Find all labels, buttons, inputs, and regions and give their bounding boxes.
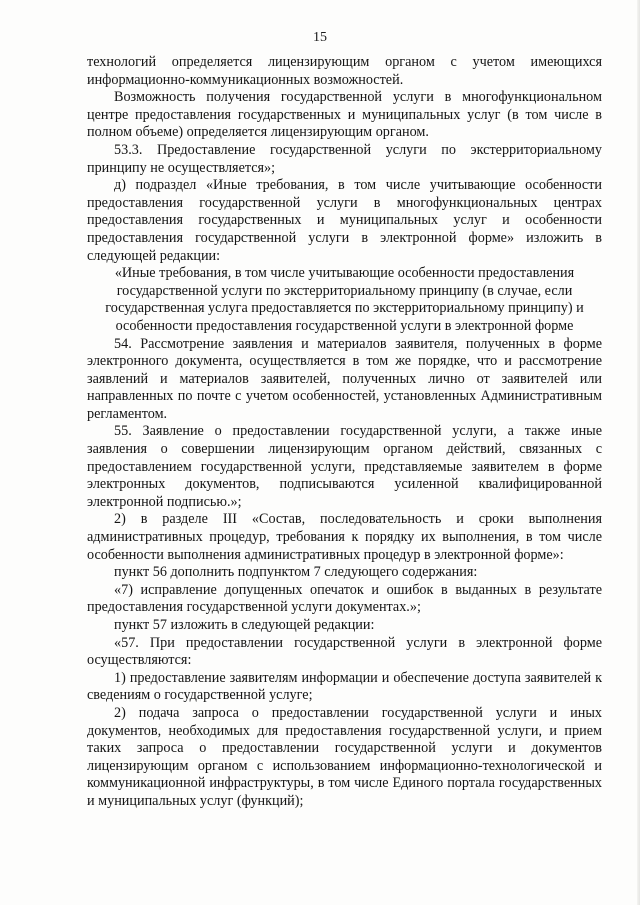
paragraph-subsection-d: д) подраздел «Иные требования, в том числе учитывающие особенности предоставления государственной услуги в многофункциональных центрах предоставления государственных и муниципальных услуг и особенности предоставления государственной услуги в электронной форме» изложить в следующей редакции: [87,177,602,264]
paragraph-57-intro: «57. При предоставлении государственной услуги в электронной форме осуществляются: [87,634,602,669]
paragraph-mfc-possibility: Возможность получения государственной услуги в многофункциональном центре предоставления государственных и муниципальных услуг (в том числе в полном объеме) определяется лицензирующим органом. [87,89,602,141]
section-heading-other-requirements: «Иные требования, в том числе учитывающие особенности предоставления государственной услуги по экстерриториальному принципу (в случае, если государственная услуга предоставляется по экстерриториальному принципу) и особенности предоставления государственной услуги в электронной форме [105,265,584,334]
paragraph-57-2: 2) подача запроса о предоставлении государственной услуги и иных документов, необходимых для предоставления государственной услуги, и прием таких запроса о предоставлении государственной услуги и документов лицензирующим органом с использованием информационно-технологической и коммуникационной инфраструктуры, в том числе Единого портала государственных и муниципальных услуг (функций); [87,704,602,809]
paragraph-57-1: 1) предоставление заявителям информации и обеспечение доступа заявителей к сведениям о государственной услуге; [87,669,602,704]
paragraph-item-57: пункт 57 изложить в следующей редакции: [114,617,375,633]
paragraph-continuation: технологий определяется лицензирующим органом с учетом имеющихся информационно-коммуникационных возможностей. [87,54,602,88]
paragraph-54: 54. Рассмотрение заявления и материалов заявителя, полученных в форме электронного документа, осуществляется в том же порядке, что и рассмотрение заявлений и материалов заявителей, полученных лично от заявителей или направленных по почте с учетом особенностей, установленных Административным регламентом. [87,335,602,422]
paragraph-subitem-7: «7) исправление допущенных опечаток и ошибок в выданных в результате предоставления государственной услуги документах.»; [87,581,602,616]
paragraph-item-56: пункт 56 дополнить подпунктом 7 следующего содержания: [114,564,478,581]
page-number: 15 [313,30,327,45]
document-body [87,54,602,811]
paragraph-section-3: 2) в разделе III «Состав, последовательность и сроки выполнения административных процедур, требования к порядку их выполнения, в том числе особенности выполнения административных процедур в электронной форме»: [87,511,602,563]
paragraph-53-3: 53.3. Предоставление государственной услуги по экстерриториальному принципу не осуществляется»; [87,141,602,176]
paragraph-55: 55. Заявление о предоставлении государственной услуги, а также иные заявления о совершении лицензирующим органом действий, связанных с предоставлением государственной услуги, представляемые заявителем в форме электронных документов, подписываются усиленной квалифицированной электронной подписью.»; [87,423,602,510]
